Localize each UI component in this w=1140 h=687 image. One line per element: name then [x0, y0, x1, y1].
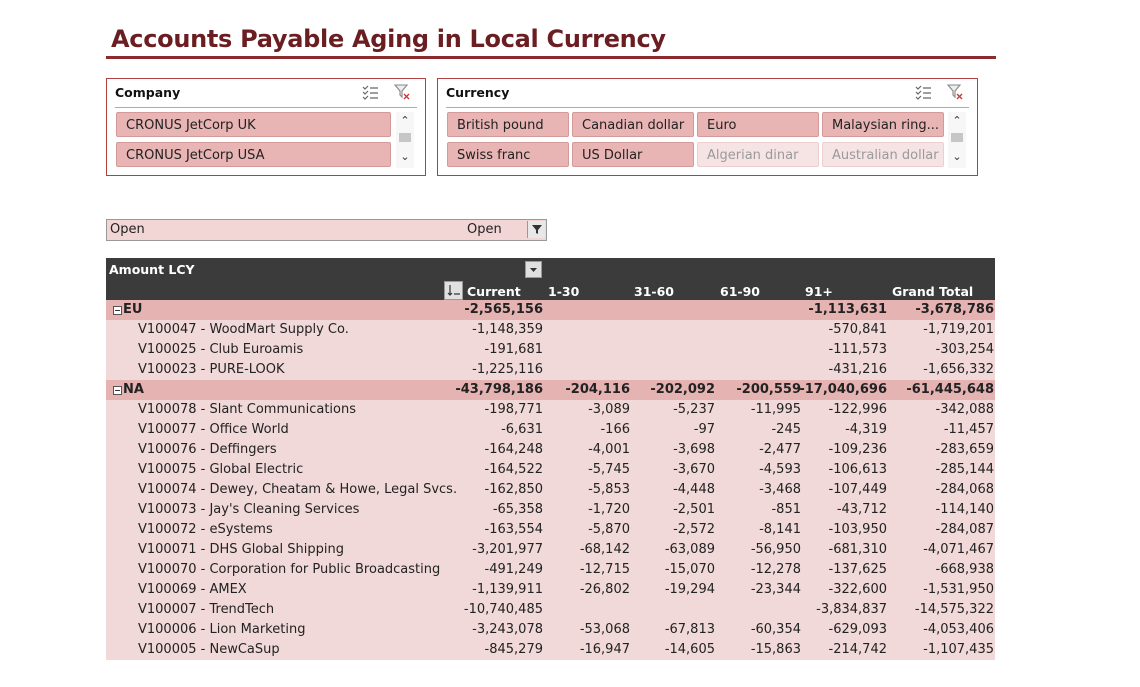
value-cell[interactable]: -14,605: [664, 642, 715, 657]
company-chip[interactable]: CRONUS JetCorp USA: [116, 142, 391, 167]
column-header[interactable]: 91+: [805, 284, 833, 299]
value-cell[interactable]: -4,071,467: [923, 542, 994, 557]
value-cell[interactable]: -2,501: [673, 502, 715, 517]
row-label: V100005 - NewCaSup: [138, 642, 280, 657]
company-slicer-header: [115, 79, 417, 108]
currency-slicer[interactable]: [437, 78, 978, 176]
pivot-item-row[interactable]: [106, 480, 995, 500]
company-slicer[interactable]: [106, 78, 426, 176]
value-cell[interactable]: -5,237: [673, 402, 715, 417]
value-cell[interactable]: -103,950: [828, 522, 887, 537]
value-cell[interactable]: -1,148,359: [472, 322, 543, 337]
clear-filter-icon[interactable]: [393, 83, 411, 101]
row-label: V100072 - eSystems: [138, 522, 273, 537]
value-cell[interactable]: -23,344: [750, 582, 801, 597]
value-cell[interactable]: -4,448: [673, 482, 715, 497]
value-cell[interactable]: -245: [771, 422, 801, 437]
value-cell[interactable]: -3,243,078: [472, 622, 543, 637]
value-cell[interactable]: -162,850: [484, 482, 543, 497]
company-chip[interactable]: CRONUS JetCorp UK: [116, 112, 391, 137]
multi-select-icon[interactable]: [914, 83, 932, 101]
pivot-item-row[interactable]: [106, 520, 995, 540]
value-cell[interactable]: -3,089: [588, 402, 630, 417]
value-cell[interactable]: -200,559: [736, 382, 801, 397]
scroll-thumb[interactable]: [951, 133, 963, 142]
pivot-column-headers: [106, 280, 995, 300]
value-cell[interactable]: -5,745: [588, 462, 630, 477]
pivot-item-row[interactable]: [106, 600, 995, 620]
value-cell[interactable]: -3,834,837: [816, 602, 887, 617]
row-label: V100047 - WoodMart Supply Co.: [138, 322, 349, 337]
filter-value: Open: [467, 222, 502, 237]
value-cell[interactable]: -322,600: [828, 582, 887, 597]
value-cell[interactable]: -1,107,435: [923, 642, 994, 657]
scroll-down-icon[interactable]: ⌄: [400, 150, 410, 163]
scroll-down-icon[interactable]: ⌄: [952, 150, 962, 163]
value-cell[interactable]: -111,573: [828, 342, 887, 357]
value-cell[interactable]: -202,092: [650, 382, 715, 397]
currency-chip[interactable]: Algerian dinar: [697, 142, 819, 167]
value-cell[interactable]: -17,040,696: [799, 382, 887, 397]
value-cell[interactable]: -303,254: [935, 342, 994, 357]
value-cell[interactable]: -68,142: [579, 542, 630, 557]
value-cell[interactable]: -1,719,201: [923, 322, 994, 337]
value-cell[interactable]: -26,802: [579, 582, 630, 597]
currency-slicer-header: [446, 79, 969, 108]
value-cell[interactable]: -163,554: [484, 522, 543, 537]
value-cell[interactable]: -16,947: [579, 642, 630, 657]
row-label: V100025 - Club Euroamis: [138, 342, 304, 357]
company-slicer-title: Company: [115, 85, 181, 100]
pivot-item-row[interactable]: [106, 540, 995, 560]
value-cell[interactable]: -12,278: [750, 562, 801, 577]
value-cell[interactable]: -491,249: [484, 562, 543, 577]
row-label: V100073 - Jay's Cleaning Services: [138, 502, 360, 517]
pivot-item-row[interactable]: [106, 340, 995, 360]
value-cell[interactable]: -1,656,332: [923, 362, 994, 377]
value-cell[interactable]: -2,565,156: [464, 302, 543, 317]
row-label: V100074 - Dewey, Cheatam & Howe, Legal Svcs.: [138, 482, 458, 497]
value-cell[interactable]: -191,681: [484, 342, 543, 357]
pivot-body: [106, 300, 995, 660]
column-header[interactable]: 61-90: [720, 284, 760, 299]
value-cell[interactable]: -214,742: [828, 642, 887, 657]
value-cell[interactable]: -106,613: [828, 462, 887, 477]
value-cell[interactable]: -15,863: [750, 642, 801, 657]
value-cell[interactable]: -11,995: [750, 402, 801, 417]
pivot-item-row[interactable]: [106, 580, 995, 600]
value-cell[interactable]: -198,771: [484, 402, 543, 417]
pivot-item-row[interactable]: [106, 320, 995, 340]
value-cell[interactable]: -3,698: [673, 442, 715, 457]
value-cell[interactable]: -65,358: [492, 502, 543, 517]
value-cell[interactable]: -166: [600, 422, 630, 437]
row-label: V100077 - Office World: [138, 422, 289, 437]
pivot-item-row[interactable]: [106, 500, 995, 520]
value-cell[interactable]: -4,319: [845, 422, 887, 437]
currency-chip[interactable]: Canadian dollar: [572, 112, 694, 137]
filter-dropdown-button[interactable]: [527, 221, 545, 238]
value-cell[interactable]: -15,070: [664, 562, 715, 577]
value-cell[interactable]: -845,279: [484, 642, 543, 657]
currency-slicer-title: Currency: [446, 85, 510, 100]
value-cell[interactable]: -668,938: [935, 562, 994, 577]
scroll-thumb[interactable]: [399, 133, 411, 142]
value-cell[interactable]: -10,740,485: [463, 602, 543, 617]
value-cell[interactable]: -63,089: [664, 542, 715, 557]
value-cell[interactable]: -60,354: [750, 622, 801, 637]
value-cell[interactable]: -114,140: [935, 502, 994, 517]
pivot-item-row[interactable]: [106, 420, 995, 440]
value-cell[interactable]: -1,531,950: [923, 582, 994, 597]
value-cell[interactable]: -164,248: [484, 442, 543, 457]
currency-slicer-scrollbar[interactable]: [948, 112, 966, 168]
value-cell[interactable]: -43,712: [836, 502, 887, 517]
report-title: Accounts Payable Aging in Local Currency: [111, 25, 666, 53]
title-underline: [106, 56, 996, 59]
value-cell[interactable]: -5,853: [588, 482, 630, 497]
row-label: V100075 - Global Electric: [138, 462, 304, 477]
filter-label: Open: [110, 222, 145, 237]
value-cell[interactable]: -43,798,186: [455, 382, 543, 397]
value-cell[interactable]: -1,139,911: [472, 582, 543, 597]
value-cell[interactable]: -122,996: [828, 402, 887, 417]
row-label: V100070 - Corporation for Public Broadcasting: [138, 562, 441, 577]
value-cell[interactable]: -681,310: [828, 542, 887, 557]
value-cell[interactable]: -164,522: [484, 462, 543, 477]
value-cell[interactable]: -284,087: [935, 522, 994, 537]
value-cell[interactable]: -4,593: [759, 462, 801, 477]
value-cell[interactable]: -851: [771, 502, 801, 517]
value-cell[interactable]: -3,201,977: [472, 542, 543, 557]
row-label: V100023 - PURE-LOOK: [138, 362, 285, 377]
currency-chip[interactable]: British pound: [447, 112, 569, 137]
value-cell[interactable]: -285,144: [935, 462, 994, 477]
value-cell[interactable]: -431,216: [828, 362, 887, 377]
row-label: NA: [123, 382, 144, 397]
pivot-item-row[interactable]: [106, 440, 995, 460]
clear-filter-icon[interactable]: [946, 83, 964, 101]
pivot-item-row[interactable]: [106, 460, 995, 480]
value-cell[interactable]: -56,950: [750, 542, 801, 557]
value-cell[interactable]: -1,113,631: [808, 302, 887, 317]
pivot-item-row[interactable]: [106, 640, 995, 660]
row-label: V100006 - Lion Marketing: [138, 622, 306, 637]
column-header[interactable]: 1-30: [548, 284, 580, 299]
filter-funnel-icon: [528, 221, 545, 238]
value-cell[interactable]: -107,449: [828, 482, 887, 497]
pivot-group-row[interactable]: [106, 380, 995, 400]
value-cell[interactable]: -67,813: [664, 622, 715, 637]
value-cell[interactable]: -97: [693, 422, 715, 437]
value-cell[interactable]: -570,841: [828, 322, 887, 337]
value-cell[interactable]: -61,445,648: [906, 382, 994, 397]
report-filter[interactable]: [106, 219, 547, 241]
pivot-item-row[interactable]: [106, 360, 995, 380]
value-cell[interactable]: -11,457: [943, 422, 994, 437]
scroll-up-icon[interactable]: ⌃: [952, 114, 962, 127]
value-cell[interactable]: -5,870: [588, 522, 630, 537]
value-cell[interactable]: -629,093: [828, 622, 887, 637]
value-cell[interactable]: -4,001: [588, 442, 630, 457]
value-cell[interactable]: -342,088: [935, 402, 994, 417]
value-cell[interactable]: -4,053,406: [923, 622, 994, 637]
value-cell[interactable]: -8,141: [759, 522, 801, 537]
currency-chip[interactable]: Australian dollar: [822, 142, 944, 167]
value-cell[interactable]: -53,068: [579, 622, 630, 637]
value-cell[interactable]: -1,225,116: [472, 362, 543, 377]
collapse-toggle-icon[interactable]: [113, 386, 122, 395]
row-label: V100069 - AMEX: [138, 582, 247, 597]
collapse-toggle-icon[interactable]: [113, 306, 122, 315]
multi-select-icon[interactable]: [361, 83, 379, 101]
value-cell[interactable]: -204,116: [565, 382, 630, 397]
value-cell[interactable]: -3,678,786: [915, 302, 994, 317]
company-slicer-scrollbar[interactable]: [396, 112, 414, 168]
currency-chip[interactable]: US Dollar: [572, 142, 694, 167]
currency-chip[interactable]: Malaysian ring...: [822, 112, 944, 137]
currency-chip[interactable]: Swiss franc: [447, 142, 569, 167]
value-cell[interactable]: -284,068: [935, 482, 994, 497]
sort-icon: [445, 282, 462, 299]
value-cell[interactable]: -109,236: [828, 442, 887, 457]
column-filter-button[interactable]: [525, 261, 542, 278]
value-field-label: Amount LCY: [109, 262, 195, 277]
column-header[interactable]: Current: [467, 284, 521, 299]
row-label: V100076 - Deffingers: [138, 442, 277, 457]
pivot-group-row[interactable]: [106, 300, 995, 320]
row-label: V100078 - Slant Communications: [138, 402, 357, 417]
value-cell[interactable]: -12,715: [579, 562, 630, 577]
value-cell[interactable]: -2,477: [759, 442, 801, 457]
pivot-table: [106, 258, 995, 660]
row-label: EU: [123, 302, 143, 317]
pivot-item-row[interactable]: [106, 400, 995, 420]
column-header[interactable]: 31-60: [634, 284, 674, 299]
chevron-down-icon: [526, 262, 541, 277]
row-sort-button[interactable]: [444, 281, 463, 300]
pivot-item-row[interactable]: [106, 620, 995, 640]
value-cell[interactable]: -3,468: [759, 482, 801, 497]
pivot-item-row[interactable]: [106, 560, 995, 580]
row-label: V100071 - DHS Global Shipping: [138, 542, 344, 557]
pivot-header: [106, 258, 995, 280]
value-cell[interactable]: -19,294: [664, 582, 715, 597]
scroll-up-icon[interactable]: ⌃: [400, 114, 410, 127]
value-cell[interactable]: -2,572: [673, 522, 715, 537]
value-cell[interactable]: -137,625: [828, 562, 887, 577]
value-cell[interactable]: -6,631: [501, 422, 543, 437]
row-label: V100007 - TrendTech: [138, 602, 275, 617]
value-cell[interactable]: -3,670: [673, 462, 715, 477]
value-cell[interactable]: -283,659: [935, 442, 994, 457]
column-header[interactable]: Grand Total: [892, 284, 974, 299]
currency-chip[interactable]: Euro: [697, 112, 819, 137]
value-cell[interactable]: -14,575,322: [914, 602, 994, 617]
value-cell[interactable]: -1,720: [588, 502, 630, 517]
